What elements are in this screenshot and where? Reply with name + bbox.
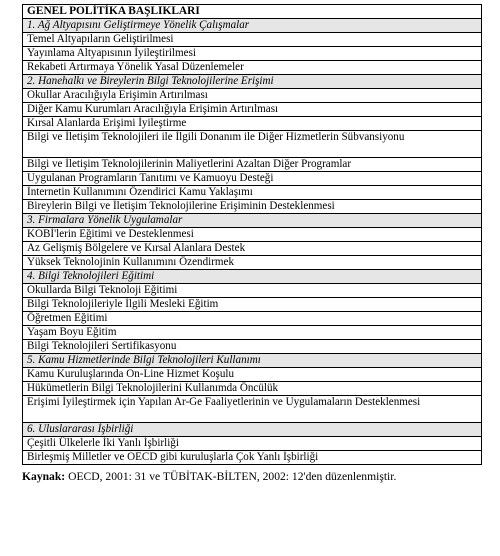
policy-item: Erişimi İyileştirmek için Yapılan Ar-Ge Faaliyetlerinin ve Uygulamaların Desteklenmesi bbox=[23, 396, 482, 423]
policy-table bbox=[22, 4, 482, 465]
policy-item: Bireylerin Bilgi ve İletişim Teknolojilerine Erişiminin Desteklenmesi bbox=[23, 200, 482, 214]
section-title: 1. Ağ Altyapısını Geliştirmeye Yönelik Çalışmalar bbox=[23, 19, 482, 33]
item-row bbox=[23, 326, 482, 340]
item-row bbox=[23, 172, 482, 186]
policy-item: Yayınlama Altyapısının İyileştirilmesi bbox=[23, 47, 482, 61]
section-title: 5. Kamu Hizmetlerinde Bilgi Teknolojileri Kullanımı bbox=[23, 354, 482, 368]
section-row bbox=[23, 19, 482, 33]
source-note bbox=[22, 470, 482, 484]
item-row bbox=[23, 103, 482, 117]
section-row bbox=[23, 214, 482, 228]
policy-item: Kamu Kuruluşlarında On-Line Hizmet Koşulu bbox=[23, 368, 482, 382]
policy-item: Okullarda Bilgi Teknoloji Eğitimi bbox=[23, 284, 482, 298]
item-row bbox=[23, 256, 482, 270]
item-row bbox=[23, 368, 482, 382]
item-row bbox=[23, 340, 482, 354]
item-row bbox=[23, 451, 482, 465]
policy-item: Hükümetlerin Bilgi Teknolojilerini Kullanımda Öncülük bbox=[23, 382, 482, 396]
source-text: OECD, 2001: 31 ve TÜBİTAK-BİLTEN, 2002: 12'den düzenlenmiştir. bbox=[65, 470, 397, 483]
policy-item: Uygulanan Programların Tanıtımı ve Kamuoyu Desteği bbox=[23, 172, 482, 186]
policy-item: Kırsal Alanlarda Erişimi İyileştirme bbox=[23, 117, 482, 131]
item-row bbox=[23, 437, 482, 451]
table-header-row bbox=[23, 5, 482, 19]
policy-item: Okullar Aracılığıyla Erişimin Artırılması bbox=[23, 89, 482, 103]
section-row bbox=[23, 75, 482, 89]
item-row bbox=[23, 312, 482, 326]
item-row bbox=[23, 33, 482, 47]
item-row bbox=[23, 61, 482, 75]
table-header: GENEL POLİTİKA BAŞLIKLARI bbox=[23, 5, 482, 19]
policy-item: Bilgi ve İletişim Teknolojilerinin Maliyetlerini Azaltan Diğer Programlar bbox=[23, 158, 482, 172]
policy-item: Rekabeti Artırmaya Yönelik Yasal Düzenlemeler bbox=[23, 61, 482, 75]
policy-item: KOBİ'lerin Eğitimi ve Desteklenmesi bbox=[23, 228, 482, 242]
policy-item: Diğer Kamu Kurumları Aracılığıyla Erişimin Artırılması bbox=[23, 103, 482, 117]
section-title: 3. Firmalara Yönelik Uygulamalar bbox=[23, 214, 482, 228]
section-title: 6. Uluslararası İşbirliği bbox=[23, 423, 482, 437]
policy-item: Bilgi Teknolojileri Sertifikasyonu bbox=[23, 340, 482, 354]
item-row bbox=[23, 47, 482, 61]
item-row bbox=[23, 186, 482, 200]
policy-item: İnternetin Kullanımını Özendirici Kamu Yaklaşımı bbox=[23, 186, 482, 200]
section-title: 4. Bilgi Teknolojileri Eğitimi bbox=[23, 270, 482, 284]
document bbox=[22, 4, 482, 484]
item-row bbox=[23, 131, 482, 158]
item-row bbox=[23, 382, 482, 396]
policy-item: Bilgi Teknolojileriyle İlgili Mesleki Eğitim bbox=[23, 298, 482, 312]
item-row bbox=[23, 89, 482, 103]
policy-item: Temel Altyapıların Geliştirilmesi bbox=[23, 33, 482, 47]
section-row bbox=[23, 354, 482, 368]
policy-item: Birleşmiş Milletler ve OECD gibi kuruluşlarla Çok Yanlı İşbirliği bbox=[23, 451, 482, 465]
policy-item: Az Gelişmiş Bölgelere ve Kırsal Alanlara Destek bbox=[23, 242, 482, 256]
policy-item: Çeşitli Ülkelerle İki Yanlı İşbirliği bbox=[23, 437, 482, 451]
policy-item: Yaşam Boyu Eğitim bbox=[23, 326, 482, 340]
item-row bbox=[23, 117, 482, 131]
item-row bbox=[23, 396, 482, 423]
policy-item: Yüksek Teknolojinin Kullanımını Özendirmek bbox=[23, 256, 482, 270]
item-row bbox=[23, 200, 482, 214]
section-row bbox=[23, 423, 482, 437]
item-row bbox=[23, 158, 482, 172]
section-row bbox=[23, 270, 482, 284]
item-row bbox=[23, 228, 482, 242]
source-label: Kaynak: bbox=[22, 470, 66, 483]
policy-item: Öğretmen Eğitimi bbox=[23, 312, 482, 326]
item-row bbox=[23, 298, 482, 312]
section-title: 2. Hanehalkı ve Bireylerin Bilgi Teknolojilerine Erişimi bbox=[23, 75, 482, 89]
item-row bbox=[23, 242, 482, 256]
policy-item: Bilgi ve İletişim Teknolojileri ile İlgili Donanım ile Diğer Hizmetlerin Sübvansiyonu bbox=[23, 131, 482, 158]
item-row bbox=[23, 284, 482, 298]
